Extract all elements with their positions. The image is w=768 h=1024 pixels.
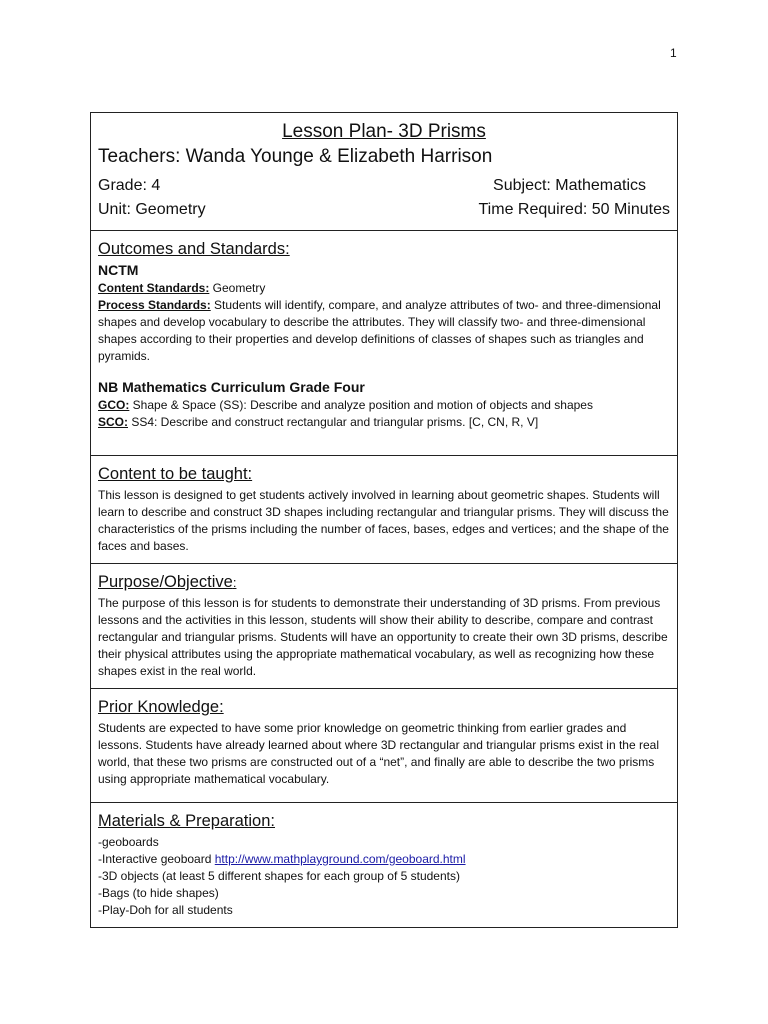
purpose-title-text: Purpose/Objective (98, 573, 233, 591)
teachers-line: Teachers: Wanda Younge & Elizabeth Harrison (98, 146, 493, 167)
lesson-plan-table (90, 112, 678, 928)
page-number: 1 (670, 46, 677, 60)
materials-section (91, 802, 677, 927)
process-standards-label: Process Standards: (98, 298, 211, 312)
content-standards (98, 280, 670, 297)
outcomes-title: Outcomes and Standards: (98, 240, 290, 258)
materials-item: -Bags (to hide shapes) (98, 886, 219, 900)
prior-knowledge-section (91, 688, 677, 802)
materials-title: Materials & Preparation: (98, 812, 275, 830)
prior-knowledge-title: Prior Knowledge: (98, 698, 224, 716)
time-required: Time Required: 50 Minutes (478, 201, 670, 218)
nb-curriculum-heading: NB Mathematics Curriculum Grade Four (98, 379, 365, 395)
gco-line (98, 397, 670, 414)
geoboard-prefix: -Interactive geoboard (98, 852, 215, 866)
grade-subject-row (98, 174, 670, 198)
sco-label: SCO: (98, 415, 128, 429)
materials-item: -geoboards (98, 835, 159, 849)
grade: Grade: 4 (98, 177, 161, 194)
materials-item: -3D objects (at least 5 different shapes for each group of 5 students) (98, 869, 460, 883)
header-section (91, 113, 677, 230)
geoboard-link[interactable]: http://www.mathplayground.com/geoboard.html (214, 852, 466, 866)
prior-knowledge-text: Students are expected to have some prior knowledge on geometric thinking from earlier grades and lessons. Students have already learned about where 3D rectangular and triangular prisms exist in the real world, that these two prisms are constructed out of a “net”, and finally are able to describe the two prisms using appropriate mathematical vocabulary. (98, 721, 659, 786)
materials-item-geoboard (98, 851, 670, 868)
sco-line (98, 414, 670, 431)
unit: Unit: Geometry (98, 201, 206, 218)
subject: Subject: Mathematics (493, 177, 646, 194)
content-standards-label: Content Standards: (98, 281, 210, 295)
materials-item: -Play-Doh for all students (98, 903, 233, 917)
nctm-heading: NCTM (98, 262, 139, 278)
purpose-text: The purpose of this lesson is for students to demonstrate their understanding of 3D prisms. From previous lessons and the activities in this lesson, students will show their ability to describe, compare and contrast rectangular and triangular prisms. Students will have an opportunity to create their own 3D prisms, describe their physical attributes using the appropriate mathematical vocabulary, as well as recognizing how these shapes exist in the real world. (98, 596, 668, 678)
content-standards-value: Geometry (209, 281, 266, 295)
process-standards (98, 297, 670, 365)
outcomes-section (91, 230, 677, 455)
process-standards-value: Students will identify, compare, and analyze attributes of two- and three-dimensional shapes and develop vocabulary to describe the attributes. They will classify two- and three-dimensional shapes according to their properties and develop definitions of classes of shapes such as triangles and pyramids. (98, 298, 661, 363)
content-title: Content to be taught: (98, 465, 253, 483)
content-section (91, 455, 677, 563)
purpose-title-colon: : (232, 575, 237, 590)
purpose-section (91, 563, 677, 688)
gco-label: GCO: (98, 398, 130, 412)
page-title: Lesson Plan- 3D Prisms (282, 121, 486, 142)
sco-value: SS4: Describe and construct rectangular and triangular prisms. [C, CN, R, V] (128, 415, 539, 429)
unit-time-row (98, 198, 670, 222)
purpose-title (98, 573, 670, 592)
content-text: This lesson is designed to get students actively involved in learning about geometric shapes. Students will learn to describe and construct 3D shapes including rectangular and triangular prisms. They will discuss the characteristics of the prisms including the number of faces, bases, edges and vertices; and the shape of the faces and bases. (98, 488, 669, 553)
gco-value: Shape & Space (SS): Describe and analyze position and motion of objects and shapes (129, 398, 593, 412)
